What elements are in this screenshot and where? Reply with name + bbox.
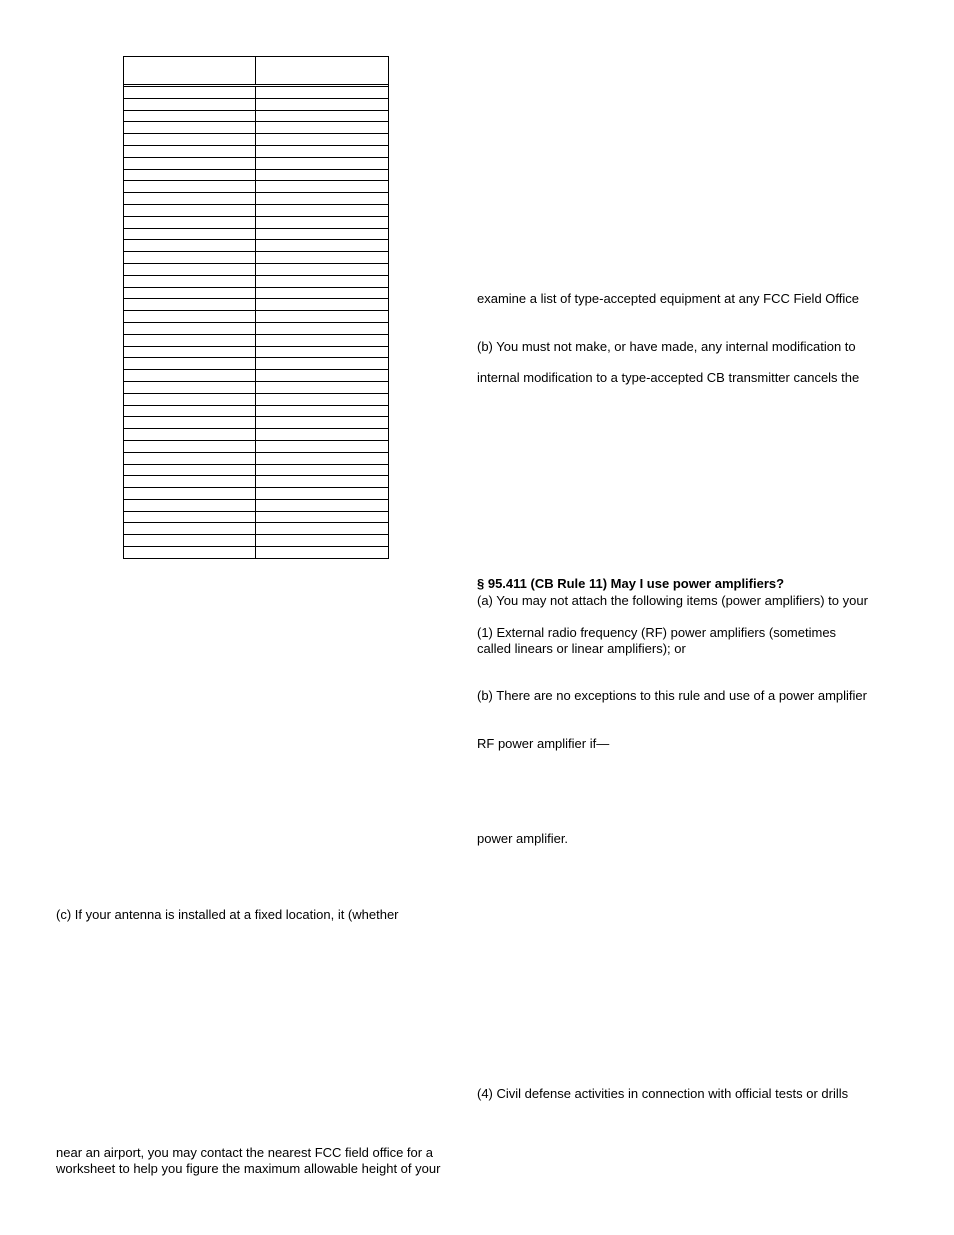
table-cell [124,417,256,428]
table-row [124,299,388,311]
table-header-cell [256,57,388,84]
paragraph-c-antenna: (c) If your antenna is installed at a fixed location, it (whether [56,907,399,922]
table-cell [256,358,388,369]
table-cell [256,311,388,322]
table-cell [124,288,256,299]
table-cell [256,500,388,511]
table-row [124,358,388,370]
table-cell [256,181,388,192]
table-cell [124,111,256,122]
table-row [124,394,388,406]
table-cell [256,429,388,440]
item-1-line-2: called linears or linear amplifiers); or [477,641,686,656]
rf-power-amplifier-line: RF power amplifier if— [477,736,610,751]
table-cell [124,134,256,145]
table-cell [124,406,256,417]
table-cell [256,146,388,157]
table-row [124,512,388,524]
table-row [124,111,388,123]
table-row [124,453,388,465]
table-cell [256,288,388,299]
table-cell [124,299,256,310]
table-cell [124,347,256,358]
table-cell [256,512,388,523]
table-row [124,264,388,276]
table-cell [124,523,256,534]
table-cell [256,347,388,358]
table-cell [256,170,388,181]
table-cell [124,500,256,511]
table-cell [256,323,388,334]
airport-line-1: near an airport, you may contact the nearest FCC field office for a [56,1145,433,1160]
table-cell [124,99,256,110]
table-cell [256,240,388,251]
table-cell [124,488,256,499]
item-1-line-1: (1) External radio frequency (RF) power amplifiers (sometimes [477,625,837,640]
table-cell [256,547,388,558]
table-row [124,547,388,558]
power-amplifier-line: power amplifier. [477,831,569,846]
table-row [124,158,388,170]
table-cell [124,382,256,393]
table-cell [256,453,388,464]
table-cell [256,299,388,310]
table-cell [256,111,388,122]
table-cell [124,429,256,440]
table-row [124,429,388,441]
table-row [124,370,388,382]
table-row [124,122,388,134]
table-row [124,523,388,535]
table-cell [124,87,256,98]
table-cell [256,276,388,287]
table-cell [256,406,388,417]
table-cell [124,146,256,157]
table-cell [124,370,256,381]
table-cell [124,465,256,476]
table-cell [124,264,256,275]
table-cell [256,382,388,393]
table-cell [256,441,388,452]
table-row [124,276,388,288]
table-row [124,87,388,99]
table-cell [256,217,388,228]
paragraph-a: (a) You may not attach the following items (power amplifiers) to your [477,593,868,608]
table-cell [124,170,256,181]
paragraph-b-line-2: internal modification to a type-accepted CB transmitter cancels the [477,370,860,385]
table-cell [124,158,256,169]
table-cell [124,476,256,487]
table-row [124,193,388,205]
table-cell [256,205,388,216]
table-row [124,205,388,217]
table-cell [124,323,256,334]
table-cell [256,394,388,405]
table-row [124,535,388,547]
table-cell [124,229,256,240]
table-row [124,252,388,264]
table-row [124,382,388,394]
table-row [124,240,388,252]
table-cell [256,134,388,145]
table-cell [256,476,388,487]
table-row [124,347,388,359]
table-row [124,465,388,477]
table-cell [256,417,388,428]
table-cell [124,193,256,204]
table-row [124,181,388,193]
table-cell [124,205,256,216]
table-cell [124,181,256,192]
table-cell [124,240,256,251]
table-row [124,217,388,229]
table-cell [256,229,388,240]
type-accepted-equipment-line: examine a list of type-accepted equipment at any FCC Field Office [477,291,860,306]
table-cell [256,252,388,263]
table-cell [256,523,388,534]
table-row [124,146,388,158]
data-table [123,56,389,559]
table-cell [256,122,388,133]
table-cell [124,547,256,558]
table-cell [124,252,256,263]
table-cell [124,335,256,346]
table-cell [256,158,388,169]
table-cell [256,488,388,499]
airport-line-2: worksheet to help you figure the maximum allowable height of your [56,1161,441,1176]
table-row [124,441,388,453]
table-cell [124,122,256,133]
table-row [124,500,388,512]
table-row [124,488,388,500]
table-cell [124,453,256,464]
table-row [124,323,388,335]
table-cell [124,535,256,546]
table-cell [256,193,388,204]
table-body [124,86,388,558]
table-cell [124,311,256,322]
section-heading: § 95.411 (CB Rule 11) May I use power amplifiers? [477,576,785,591]
table-cell [124,217,256,228]
table-cell [256,370,388,381]
item-4-civil-defense: (4) Civil defense activities in connection with official tests or drills [477,1086,849,1101]
table-row [124,288,388,300]
table-cell [256,465,388,476]
table-cell [124,358,256,369]
table-cell [256,335,388,346]
table-row [124,417,388,429]
table-row [124,335,388,347]
table-cell [256,87,388,98]
table-cell [256,264,388,275]
table-row [124,311,388,323]
paragraph-b-power-amplifier: (b) There are no exceptions to this rule and use of a power amplifier [477,688,867,703]
table-cell [124,512,256,523]
table-cell [256,99,388,110]
table-row [124,134,388,146]
table-row [124,406,388,418]
table-cell [124,276,256,287]
table-header-cell [124,57,256,84]
table-cell [256,535,388,546]
table-row [124,99,388,111]
table-row [124,476,388,488]
table-cell [124,441,256,452]
table-row [124,229,388,241]
paragraph-b-line-1: (b) You must not make, or have made, any internal modification to [477,339,856,354]
table-row [124,170,388,182]
table-header-row [124,57,388,85]
table-cell [124,394,256,405]
